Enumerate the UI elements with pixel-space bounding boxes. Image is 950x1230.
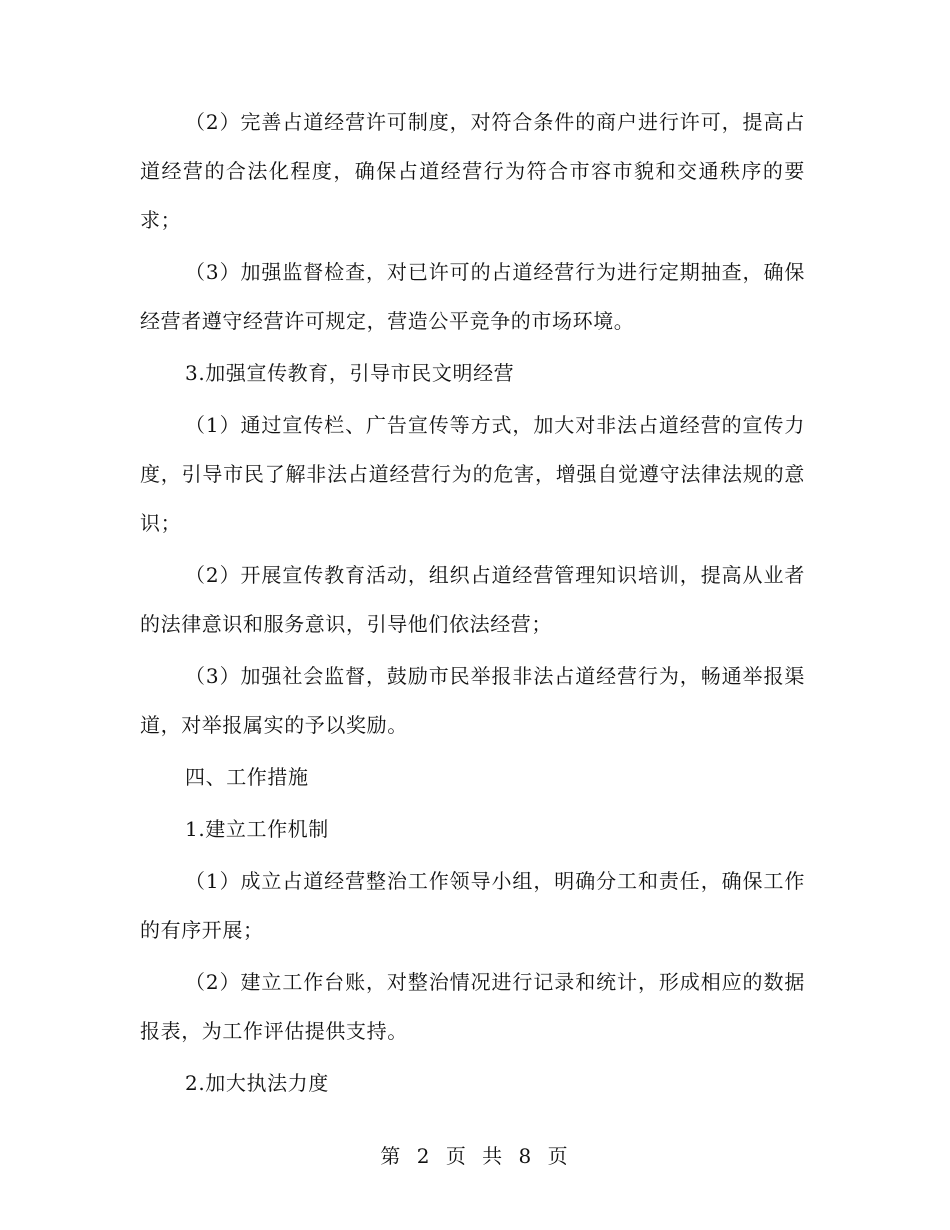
section-heading-work-mechanism: 1.建立工作机制 <box>185 817 329 841</box>
paragraph-leading-group: （1）成立占道经营整治工作领导小组，明确分工和责任，确保工作的有序开展； <box>140 869 805 942</box>
section-heading-enforcement: 2.加大执法力度 <box>185 1071 329 1095</box>
section-heading-publicity: 3.加强宣传教育，引导市民文明经营 <box>185 361 515 385</box>
paragraph-supervision-inspection: （3）加强监督检查，对已许可的占道经营行为进行定期抽查，确保经营者遵守经营许可规定，营造公平竞争的市场环境。 <box>140 260 805 333</box>
page-number-footer: 第 2 页 共 8 页 <box>380 1144 570 1168</box>
paragraph-social-supervision: （3）加强社会监督，鼓励市民举报非法占道经营行为，畅通举报渠道，对举报属实的予以奖励。 <box>140 664 805 737</box>
paragraph-education-activities: （2）开展宣传教育活动，组织占道经营管理知识培训，提高从业者的法律意识和服务意识，引导他们依法经营； <box>140 563 805 636</box>
paragraph-work-ledger: （2）建立工作台账，对整治情况进行记录和统计，形成相应的数据报表，为工作评估提供支持。 <box>140 970 805 1043</box>
document-body <box>140 98 805 1111</box>
paragraph-permit-system: （2）完善占道经营许可制度，对符合条件的商户进行许可，提高占道经营的合法化程度，确保占道经营行为符合市容市貌和交通秩序的要求； <box>140 110 805 232</box>
paragraph-publicity-channels: （1）通过宣传栏、广告宣传等方式，加大对非法占道经营的宣传力度，引导市民了解非法占道经营行为的危害，增强自觉遵守法律法规的意识； <box>140 413 805 535</box>
chapter-heading-work-measures: 四、工作措施 <box>185 765 309 789</box>
